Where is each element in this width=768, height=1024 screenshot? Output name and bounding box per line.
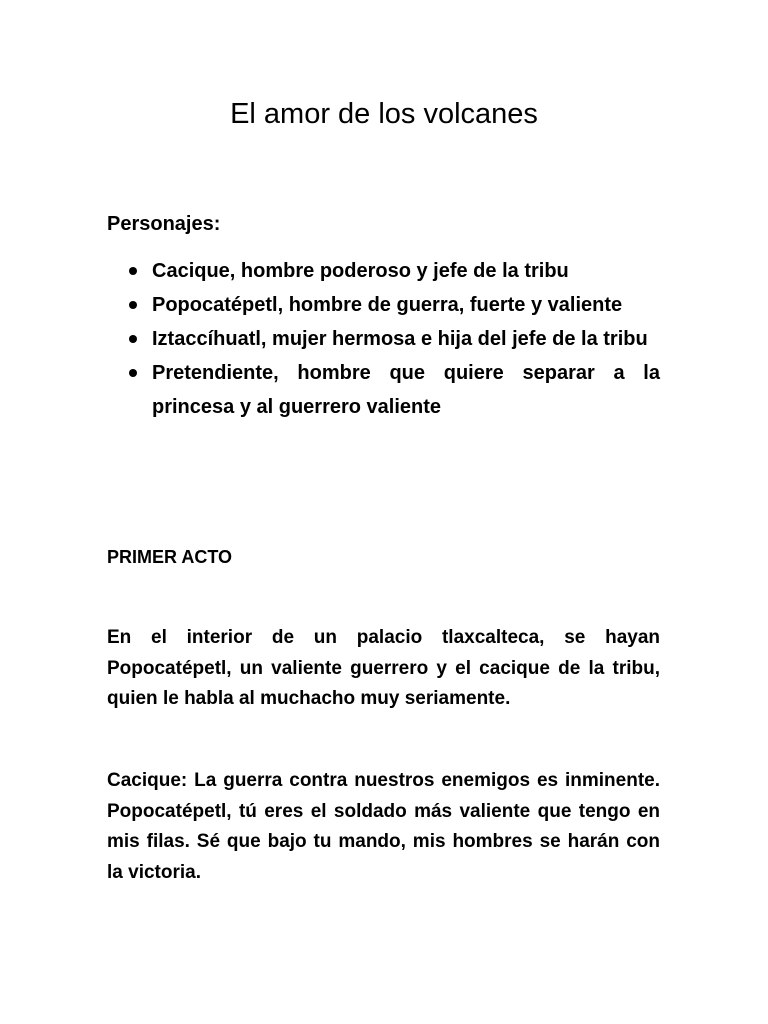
characters-heading: Personajes: [107, 213, 221, 235]
dialogue-paragraph: Cacique: La guerra contra nuestros enemigos es inminente. Popocatépetl, tú eres el soldado más valiente que tengo en mis filas. Sé que bajo tu mando, mis hombres se harán con la victoria. [107, 770, 660, 883]
character-description: Pretendiente, hombre que quiere separar a la princesa y al guerrero valiente [152, 362, 660, 418]
list-item [107, 356, 660, 424]
act-heading: PRIMER ACTO [107, 547, 233, 567]
document-title: El amor de los volcanes [230, 98, 538, 130]
bullet-icon [129, 369, 137, 377]
character-description: Cacique, hombre poderoso y jefe de la tribu [152, 260, 569, 282]
bullet-icon [129, 335, 137, 343]
stage-direction-paragraph: En el interior de un palacio tlaxcalteca, se hayan Popocatépetl, un valiente guerrero y el cacique de la tribu, quien le habla al muchacho muy seriamente. [107, 627, 660, 709]
list-item [107, 254, 660, 288]
character-description: Iztaccíhuatl, mujer hermosa e hija del jefe de la tribu [152, 328, 648, 350]
bullet-icon [129, 301, 137, 309]
bullet-icon [129, 267, 137, 275]
list-item [107, 322, 660, 356]
character-description: Popocatépetl, hombre de guerra, fuerte y valiente [152, 294, 623, 316]
characters-list [107, 254, 660, 424]
list-item [107, 288, 660, 322]
